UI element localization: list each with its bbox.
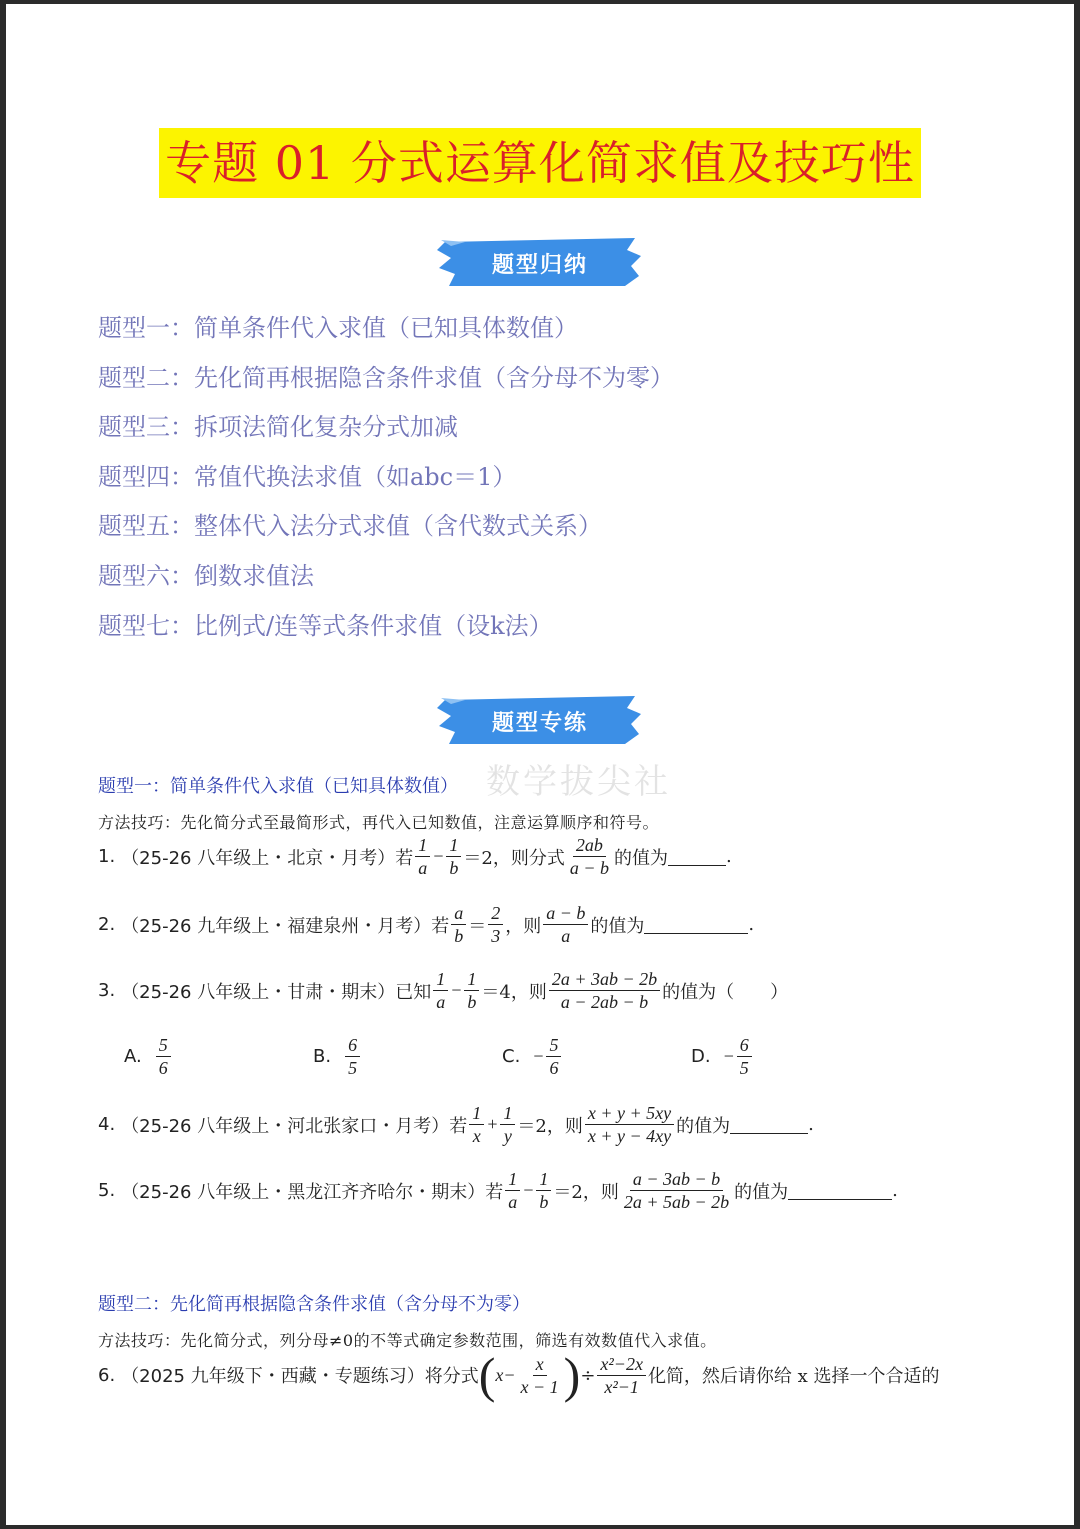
fraction bbox=[597, 1353, 646, 1398]
question-text: ，则 bbox=[505, 915, 542, 937]
option-label: B. bbox=[313, 1046, 332, 1067]
fraction bbox=[505, 1168, 520, 1213]
banner-label: 题型专练 bbox=[491, 711, 588, 736]
divide-sign: ÷ bbox=[580, 1364, 596, 1386]
denominator: a bbox=[508, 1192, 518, 1212]
question-source: （25-26 八年级上・北京・月考）若 bbox=[121, 847, 414, 869]
question-source: （25-26 八年级上・河北张家口・月考）若 bbox=[121, 1115, 468, 1137]
type-item-7: 题型七：比例式/连等式条件求值（设k法） bbox=[98, 611, 553, 640]
question-text: ＝2，则 bbox=[553, 1181, 619, 1203]
numerator: 1 bbox=[469, 1102, 484, 1125]
numerator: x bbox=[533, 1353, 547, 1376]
question-6 bbox=[98, 1347, 940, 1403]
denominator: x bbox=[472, 1126, 481, 1146]
document-page bbox=[6, 4, 1074, 1525]
option-a[interactable] bbox=[124, 1034, 313, 1079]
type-item-1: 题型一：简单条件代入求值（已知具体数值） bbox=[98, 314, 578, 342]
question-text: ＝2，则分式 bbox=[463, 847, 565, 869]
numerator: x + y + 5xy bbox=[585, 1102, 674, 1125]
options-row bbox=[124, 1034, 880, 1079]
option-sign: − bbox=[722, 1046, 735, 1066]
option-label: A. bbox=[124, 1046, 142, 1067]
fraction bbox=[500, 1102, 515, 1147]
denominator: x²−1 bbox=[604, 1376, 639, 1397]
fraction bbox=[433, 968, 448, 1013]
numerator: 2a + 3ab − 2b bbox=[549, 968, 660, 991]
option-sign: − bbox=[532, 1046, 545, 1066]
fraction bbox=[469, 1102, 484, 1147]
denominator: 5 bbox=[348, 1058, 358, 1078]
method-tip-2: 方法技巧：先化简分式，列分母≠0的不等式确定参数范围，筛选有效数值代入求值。 bbox=[98, 1331, 717, 1350]
method-tip-1: 方法技巧：先化简分式至最简形式，再代入已知数值，注意运算顺序和符号。 bbox=[98, 813, 660, 832]
denominator: 6 bbox=[549, 1058, 559, 1078]
numerator: 2 bbox=[488, 902, 503, 925]
denominator: y bbox=[503, 1126, 512, 1146]
denominator: a − b bbox=[569, 858, 609, 878]
denominator: a − 2ab − b bbox=[560, 992, 649, 1012]
question-number: 2. bbox=[98, 914, 116, 935]
question-number: 4. bbox=[98, 1114, 116, 1135]
type-item-3: 题型三：拆项法简化复杂分式加减 bbox=[98, 413, 458, 442]
equals-sign: ＝ bbox=[468, 915, 487, 937]
question-number: 1. bbox=[98, 846, 116, 867]
fraction bbox=[536, 1168, 551, 1213]
fraction bbox=[415, 834, 430, 879]
type-item-2: 题型二：先化简再根据隐含条件求值（含分母不为零） bbox=[98, 363, 674, 392]
option-d[interactable] bbox=[691, 1034, 880, 1079]
fraction bbox=[451, 902, 466, 947]
fraction bbox=[549, 968, 660, 1013]
numerator: 1 bbox=[464, 968, 479, 991]
numerator: 1 bbox=[505, 1168, 520, 1191]
question-5 bbox=[98, 1168, 898, 1213]
question-source: （25-26 九年级上・福建泉州・月考）若 bbox=[121, 915, 450, 937]
question-1 bbox=[98, 834, 732, 879]
question-end: . bbox=[892, 1180, 898, 1201]
question-end: . bbox=[725, 846, 732, 867]
minus-sign: − bbox=[432, 846, 445, 866]
option-b[interactable] bbox=[313, 1034, 502, 1079]
question-text: 的值为（ ） bbox=[662, 981, 789, 1003]
fraction bbox=[585, 1102, 674, 1147]
numerator: 5 bbox=[546, 1034, 561, 1057]
type-item-5: 题型五：整体代入法分式求值（含代数式关系） bbox=[98, 512, 602, 541]
denominator: b bbox=[449, 858, 459, 878]
banner-type-summary bbox=[435, 236, 645, 288]
numerator: 6 bbox=[737, 1034, 752, 1057]
fraction bbox=[464, 968, 479, 1013]
answer-blank[interactable] bbox=[668, 847, 726, 866]
question-number: 5. bbox=[98, 1180, 116, 1201]
fraction bbox=[488, 902, 503, 947]
denominator: a bbox=[561, 926, 571, 946]
denominator: 3 bbox=[491, 926, 501, 946]
question-text: ＝4，则 bbox=[481, 981, 547, 1003]
fraction bbox=[737, 1034, 752, 1079]
type-item-6: 题型六：倒数求值法 bbox=[98, 561, 314, 590]
banner-type-practice bbox=[435, 694, 645, 746]
section-heading-2: 题型二：先化简再根据隐含条件求值（含分母不为零） bbox=[98, 1294, 530, 1315]
fraction bbox=[567, 834, 612, 879]
option-label: D. bbox=[691, 1046, 711, 1067]
question-text: 化简，然后请你给 x 选择一个合适的 bbox=[647, 1366, 940, 1387]
question-source: （2025 九年级下・西藏・专题练习）将分式 bbox=[121, 1366, 479, 1387]
numerator: a − 3ab − b bbox=[630, 1168, 723, 1191]
question-end: . bbox=[748, 914, 755, 935]
question-text: 的值为 bbox=[590, 915, 645, 937]
numerator: 1 bbox=[446, 834, 461, 857]
question-text: ＝2，则 bbox=[517, 1115, 583, 1137]
fraction bbox=[518, 1353, 562, 1398]
fraction bbox=[621, 1168, 732, 1213]
numerator: 1 bbox=[433, 968, 448, 991]
fraction bbox=[446, 834, 461, 879]
question-text: 的值为 bbox=[676, 1115, 731, 1137]
numerator: a bbox=[451, 902, 466, 925]
denominator: 2a + 5ab − 2b bbox=[623, 1192, 730, 1212]
denominator: x + y − 4xy bbox=[587, 1126, 672, 1146]
numerator: 6 bbox=[345, 1034, 360, 1057]
option-label: C. bbox=[502, 1046, 521, 1067]
answer-blank[interactable] bbox=[730, 1115, 808, 1134]
banner-label: 题型归纳 bbox=[491, 253, 588, 278]
denominator: 5 bbox=[739, 1058, 749, 1078]
denominator: a bbox=[418, 858, 428, 878]
question-source: （25-26 八年级上・甘肃・期末）已知 bbox=[121, 981, 432, 1003]
fraction bbox=[546, 1034, 561, 1079]
denominator: b bbox=[454, 926, 464, 946]
option-c[interactable] bbox=[502, 1034, 691, 1079]
denominator: b bbox=[467, 992, 477, 1012]
fraction bbox=[156, 1034, 171, 1079]
type-list bbox=[98, 304, 674, 651]
question-text: 的值为 bbox=[613, 847, 668, 869]
fraction bbox=[345, 1034, 360, 1079]
title-wrap bbox=[6, 128, 1074, 198]
fraction bbox=[543, 902, 588, 947]
numerator: 1 bbox=[415, 834, 430, 857]
left-paren: ( bbox=[478, 1347, 496, 1403]
type-item-4: 题型四：常值代换法求值（如abc＝1） bbox=[98, 462, 517, 491]
question-text: 的值为 bbox=[734, 1181, 789, 1203]
watermark: 数学拔尖社 bbox=[486, 762, 671, 802]
numerator: 1 bbox=[536, 1168, 551, 1191]
question-3 bbox=[98, 968, 788, 1013]
numerator: a − b bbox=[543, 902, 588, 925]
question-end: . bbox=[808, 1114, 814, 1135]
question-2 bbox=[98, 902, 754, 947]
minus-sign: − bbox=[522, 1180, 535, 1200]
right-paren: ) bbox=[563, 1347, 581, 1403]
denominator: a bbox=[436, 992, 446, 1012]
answer-blank[interactable] bbox=[644, 915, 748, 934]
question-4 bbox=[98, 1102, 814, 1147]
minus-sign: − bbox=[450, 980, 463, 1000]
question-number: 6. bbox=[98, 1364, 116, 1386]
numerator: 5 bbox=[156, 1034, 171, 1057]
denominator: x − 1 bbox=[520, 1376, 559, 1397]
numerator: 1 bbox=[500, 1102, 515, 1125]
math-text: x− bbox=[495, 1364, 516, 1385]
page-title: 专题 01 分式运算化简求值及技巧性 bbox=[159, 128, 921, 198]
question-number: 3. bbox=[98, 980, 116, 1001]
section-heading-1: 题型一：简单条件代入求值（已知具体数值） bbox=[98, 776, 458, 797]
denominator: b bbox=[539, 1192, 549, 1212]
plus-sign: + bbox=[486, 1114, 499, 1134]
answer-blank[interactable] bbox=[788, 1181, 892, 1200]
numerator: x²−2x bbox=[597, 1353, 646, 1376]
numerator: 2ab bbox=[573, 834, 606, 857]
denominator: 6 bbox=[158, 1058, 168, 1078]
question-source: （25-26 八年级上・黑龙江齐齐哈尔・期末）若 bbox=[121, 1181, 504, 1203]
